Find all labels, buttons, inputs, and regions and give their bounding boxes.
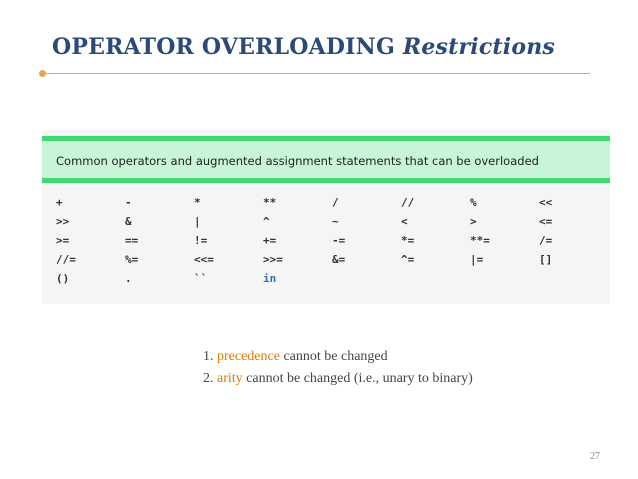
note-prefix: 1. <box>203 349 217 364</box>
operator-cell: %= <box>125 253 139 266</box>
operator-cell <box>539 272 608 291</box>
operator-cell: |= <box>470 253 484 266</box>
operator-cell: & <box>125 215 132 228</box>
operator-table-header-text: Common operators and augmented assignment statements that can be overloaded <box>56 154 539 168</box>
operator-cell: // <box>401 196 415 209</box>
operator-cell: ^ <box>263 215 270 228</box>
operator-grid <box>56 196 606 291</box>
operator-cell: >>= <box>263 253 283 266</box>
operator-cell: - <box>125 196 132 209</box>
operator-cell: == <box>125 234 139 247</box>
note-rest: cannot be changed (i.e., unary to binary) <box>242 371 473 386</box>
operator-cell: > <box>470 215 477 228</box>
note-term: precedence <box>217 349 280 364</box>
operator-cell: ~ <box>332 215 339 228</box>
operator-cell <box>332 272 401 291</box>
operator-cell <box>470 272 539 291</box>
operator-table-header <box>42 136 610 183</box>
operator-cell: * <box>194 196 201 209</box>
operator-cell: //= <box>56 253 76 266</box>
operator-cell: **= <box>470 234 490 247</box>
operator-table <box>42 130 610 304</box>
operator-cell: [] <box>539 253 553 266</box>
operator-cell: != <box>194 234 208 247</box>
note-item <box>203 368 473 390</box>
operator-cell: /= <box>539 234 553 247</box>
operator-cell: in <box>263 272 277 285</box>
operator-cell: *= <box>401 234 415 247</box>
page-number: 27 <box>590 451 600 462</box>
operator-cell: <= <box>539 215 553 228</box>
operator-cell: >> <box>56 215 70 228</box>
operator-cell: &= <box>332 253 346 266</box>
operator-cell <box>401 272 470 291</box>
operator-cell: . <box>125 272 132 285</box>
operator-cell: >= <box>56 234 70 247</box>
note-rest: cannot be changed <box>279 349 388 364</box>
operator-cell: += <box>263 234 277 247</box>
title-rule <box>44 73 590 74</box>
operator-cell: << <box>539 196 553 209</box>
operator-cell: | <box>194 215 201 228</box>
note-prefix: 2. <box>203 371 217 386</box>
slide-title <box>52 34 555 60</box>
note-item <box>203 346 473 368</box>
operator-cell: <<= <box>194 253 214 266</box>
operator-cell: / <box>332 196 339 209</box>
note-term: arity <box>217 371 243 386</box>
operator-cell: -= <box>332 234 346 247</box>
operator-cell: () <box>56 272 70 285</box>
operator-cell: ^= <box>401 253 415 266</box>
operator-cell: ** <box>263 196 277 209</box>
slide-title-emphasis: Restrictions <box>402 34 555 60</box>
slide-title-main: OPERATOR OVERLOADING <box>52 34 395 60</box>
operator-cell: < <box>401 215 408 228</box>
operator-cell: % <box>470 196 477 209</box>
notes-list <box>203 346 473 390</box>
operator-cell: + <box>56 196 63 209</box>
operator-cell: `` <box>194 272 208 285</box>
